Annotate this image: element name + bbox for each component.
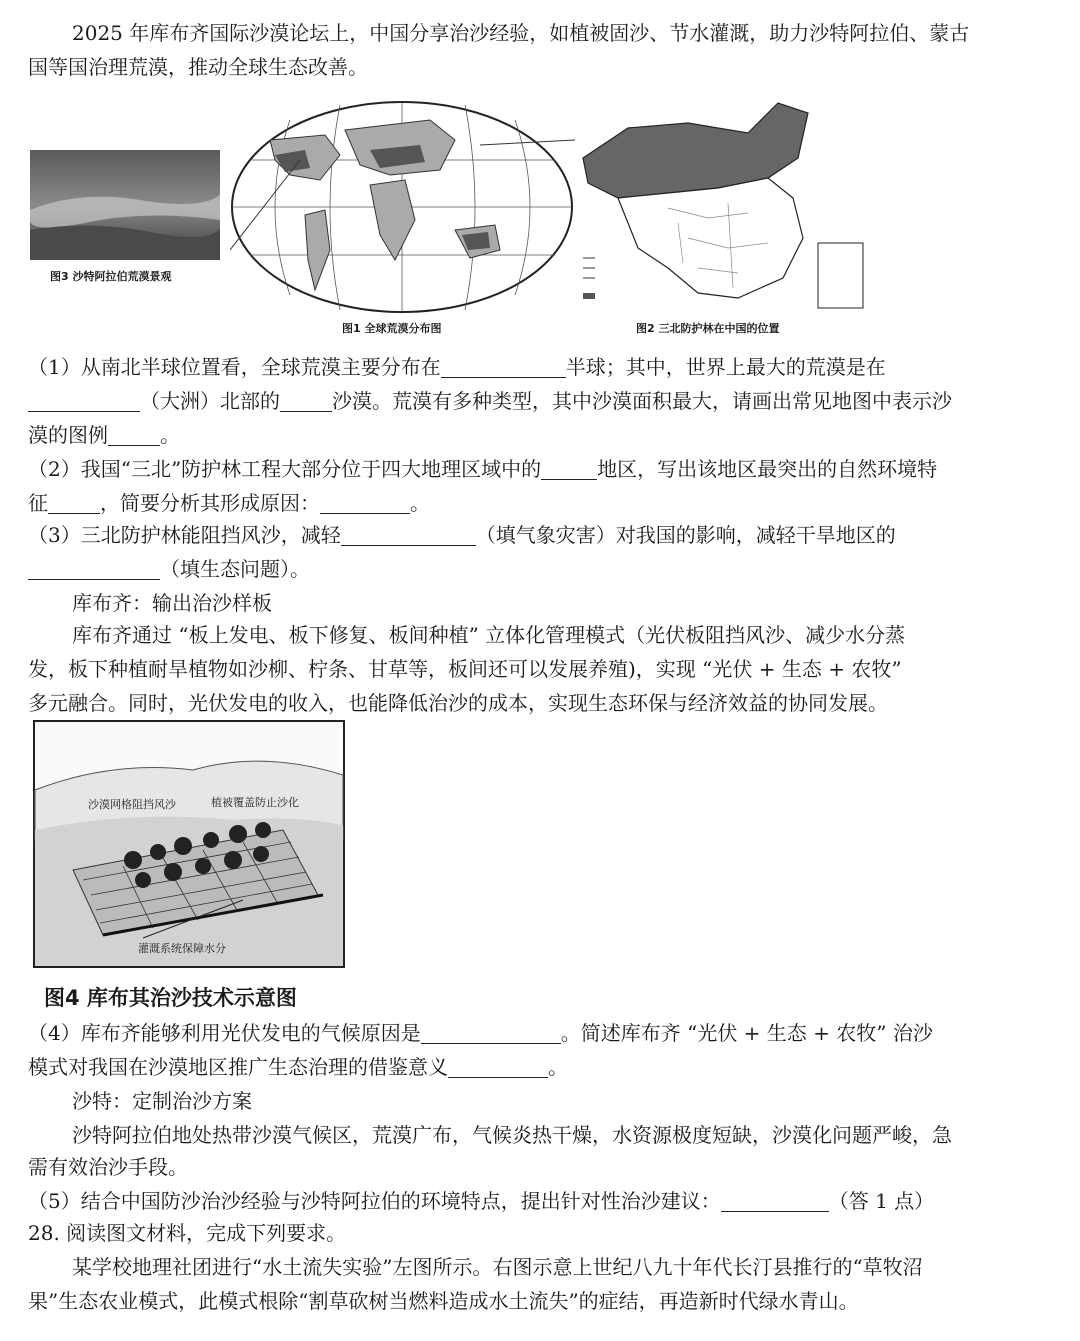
- q28-title: 28. 阅读图文材料，完成下列要求。: [28, 1221, 347, 1245]
- fig4-label-bottom: 灌溉系统保障水分: [138, 942, 226, 955]
- q28-para-2: 果”生态农业模式，此模式根除“割草砍树当燃料造成水土流失”的症结，再造新时代绿水青山。: [28, 1289, 859, 1313]
- kubuqi-para-2: 发，板下种植耐旱植物如沙柳、柠条、甘草等，板间还可以发展养殖)，实现 “光伏 + 生态 + 农牧”: [28, 657, 902, 681]
- q1-line-3: [28, 420, 1058, 450]
- q5-blank-1[interactable]: [721, 1189, 829, 1212]
- q4-blank-1[interactable]: [421, 1021, 561, 1044]
- q3-text-a: （3）三北防护林能阻挡风沙，减轻: [28, 523, 341, 547]
- q1-blank-1[interactable]: [441, 355, 566, 378]
- fig3-caption: 图3 沙特阿拉伯荒漠景观: [50, 270, 172, 283]
- q4-blank-2[interactable]: [448, 1055, 548, 1078]
- q1-line-1: [28, 352, 1058, 382]
- kubuqi-heading: 库布齐：输出治沙样板: [72, 591, 272, 615]
- fig3-photo: [30, 150, 220, 260]
- saudi-para-1: 沙特阿拉伯地处热带沙漠气候区，荒漠广布，气候炎热干燥，水资源极度短缺，沙漠化问题严峻，急: [72, 1123, 952, 1147]
- q4-text-a: （4）库布齐能够利用光伏发电的气候原因是: [28, 1021, 421, 1045]
- q3-blank-1[interactable]: [341, 523, 476, 546]
- q2-blank-2[interactable]: [48, 491, 100, 514]
- q3-line-1: [28, 520, 1058, 550]
- q2-text-c: 征: [28, 491, 48, 515]
- q2-blank-1[interactable]: [541, 457, 597, 480]
- q28-para-1: 某学校地理社团进行“水土流失实验”左图所示。右图示意上世纪八九十年代长汀县推行的“草牧沼: [72, 1255, 923, 1279]
- q3-text-c: （填生态问题）。: [160, 557, 310, 581]
- q1-blank-3[interactable]: [280, 389, 332, 412]
- q2-line-1: [28, 454, 1058, 484]
- q1-blank-4[interactable]: [108, 423, 160, 446]
- fig4-label-right: 植被覆盖防止沙化: [211, 796, 299, 809]
- fig4-label-left: 沙漠网格阻挡风沙: [88, 798, 176, 811]
- q2-text-d: ，简要分析其形成原因：: [100, 491, 320, 515]
- q4-line-2: [28, 1052, 1058, 1082]
- q1-text-b: 半球；其中，世界上最大的荒漠是在: [565, 355, 886, 379]
- q2-text-b: 地区，写出该地区最突出的自然环境特: [597, 457, 938, 481]
- q1-line-2: [28, 386, 1058, 416]
- q1-text-d: 沙漠。荒漠有多种类型，其中沙漠面积最大，请画出常见地图中表示沙: [332, 389, 952, 413]
- q2-text-e: 。: [410, 491, 430, 515]
- q2-text-a: （2）我国“三北”防护林工程大部分位于四大地理区域中的: [28, 457, 542, 481]
- q1-text-c: （大洲）北部的: [140, 389, 280, 413]
- q4-line-1: [28, 1018, 1058, 1048]
- q5-text-a: （5）结合中国防沙治沙经验与沙特阿拉伯的环境特点，提出针对性治沙建议：: [28, 1189, 721, 1213]
- q3-line-2: [28, 554, 1058, 584]
- q1-text-e: 漠的图例: [28, 423, 108, 447]
- q4-text-b: 。简述库布齐 “光伏 + 生态 + 农牧” 治沙: [560, 1021, 933, 1045]
- q1-text-a: （1）从南北半球位置看，全球荒漠主要分布在: [28, 355, 441, 379]
- q4-text-d: 。: [548, 1055, 568, 1079]
- q5-line-1: [28, 1186, 1058, 1216]
- q1-text-f: 。: [160, 423, 180, 447]
- fig4-diagram: [33, 720, 345, 968]
- fig4-caption: 图4 库布其治沙技术示意图: [44, 986, 297, 1010]
- q1-blank-2[interactable]: [28, 389, 140, 412]
- q4-text-c: 模式对我国在沙漠地区推广生态治理的借鉴意义: [28, 1055, 448, 1079]
- q5-text-b: （答 1 点）: [828, 1189, 935, 1213]
- kubuqi-para-1: 库布齐通过 “板上发电、板下修复、板间种植” 立体化管理模式（光伏板阻挡风沙、减少水分蒸: [72, 623, 906, 647]
- saudi-heading: 沙特：定制治沙方案: [72, 1089, 252, 1113]
- q2-line-2: [28, 488, 1058, 518]
- intro-line-1: 2025 年库布齐国际沙漠论坛上，中国分享治沙经验，如植被固沙、节水灌溉，助力沙特阿拉伯、蒙古: [72, 21, 970, 45]
- saudi-para-2: 需有效治沙手段。: [28, 1155, 188, 1179]
- fig2-caption: 图2 三北防护林在中国的位置: [636, 322, 780, 335]
- fig1-caption: 图1 全球荒漠分布图: [342, 322, 442, 335]
- fig1-world-map: [230, 100, 575, 315]
- kubuqi-para-3: 多元融合。同时，光伏发电的收入，也能降低治沙的成本，实现生态环保与经济效益的协同发展。: [28, 691, 888, 715]
- q2-blank-3[interactable]: [320, 491, 410, 514]
- intro-line-2: 国等国治理荒漠，推动全球生态改善。: [28, 55, 368, 79]
- q3-text-b: （填气象灾害）对我国的影响，减轻干旱地区的: [475, 523, 896, 547]
- q3-blank-2[interactable]: [28, 557, 160, 580]
- fig2-china-map: [578, 98, 868, 313]
